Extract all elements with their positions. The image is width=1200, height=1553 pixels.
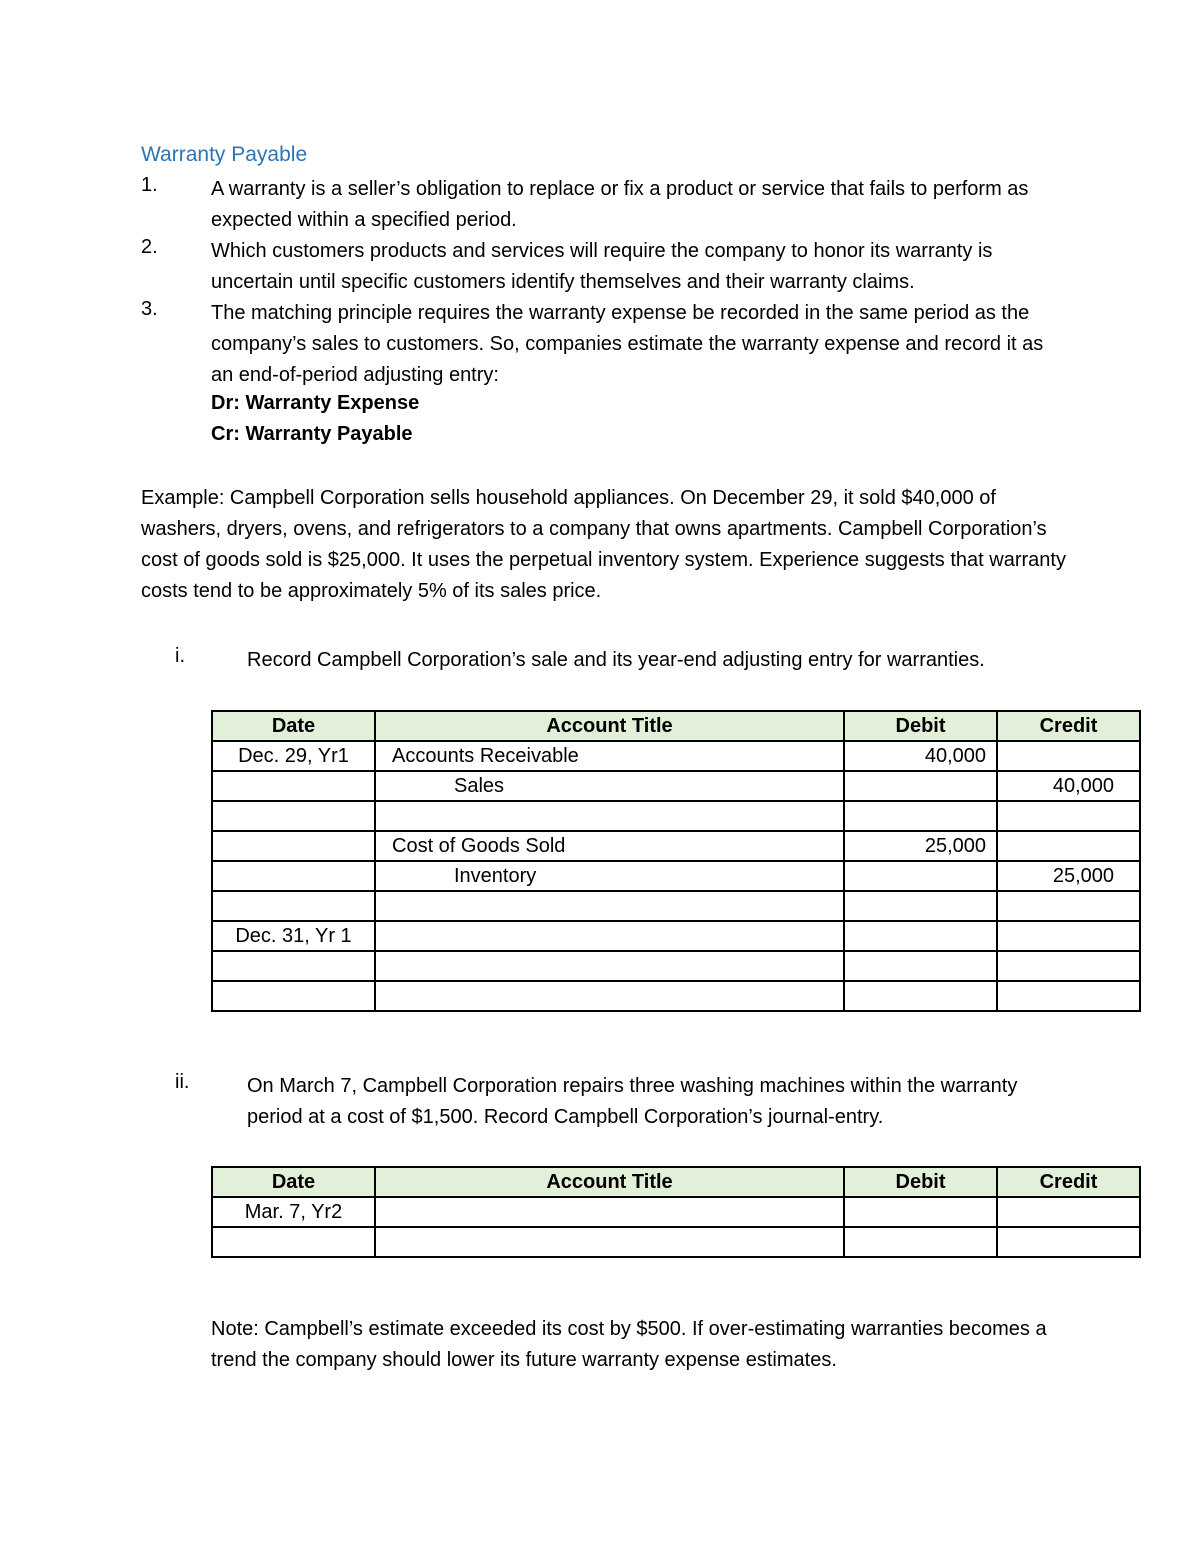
table-row: [212, 981, 1140, 1011]
account-cell: Sales: [375, 771, 844, 801]
header-date: Date: [212, 1167, 375, 1197]
account-cell: [375, 1227, 844, 1257]
debit-cell: [844, 981, 997, 1011]
credit-cell: [997, 1197, 1140, 1227]
credit-cell: 25,000: [997, 861, 1140, 891]
header-debit: Debit: [844, 711, 997, 741]
list-text: A warranty is a seller’s obligation to replace or fix a product or service that fails to perform as expected within a specified period.: [211, 178, 1029, 231]
account-cell: [375, 1197, 844, 1227]
credit-cell: [997, 1227, 1140, 1257]
account-cell: [375, 891, 844, 921]
note-paragraph: Note: Campbell’s estimate exceeded its cost by $500. If over-estimating warranties becomes a trend the company should lower its future warranty expense estimates.: [211, 1318, 1047, 1371]
date-cell: [212, 891, 375, 921]
debit-cell: [844, 951, 997, 981]
header-credit: Credit: [997, 711, 1140, 741]
table-header-row: [212, 1167, 1140, 1197]
account-cell: Cost of Goods Sold: [375, 831, 844, 861]
debit-cell: [844, 1197, 997, 1227]
question-text: Record Campbell Corporation’s sale and its year-end adjusting entry for warranties.: [247, 649, 985, 671]
debit-cell: [844, 771, 997, 801]
account-cell: [375, 921, 844, 951]
date-cell: [212, 771, 375, 801]
debit-cell: 40,000: [844, 741, 997, 771]
list-number: 2.: [141, 236, 158, 258]
credit-cell: [997, 981, 1140, 1011]
debit-cell: [844, 921, 997, 951]
account-cell: Accounts Receivable: [375, 741, 844, 771]
table-row: [212, 861, 1140, 891]
entry-credit-line: Cr: Warranty Payable: [211, 423, 413, 445]
credit-cell: [997, 831, 1140, 861]
table-row: [212, 1227, 1140, 1257]
credit-cell: 40,000: [997, 771, 1140, 801]
list-text: The matching principle requires the warranty expense be recorded in the same period as the company’s sales to customers. So, companies estimate the warranty expense and record it as an end-of-period adjusting entry:: [211, 302, 1044, 386]
date-cell: [212, 831, 375, 861]
journal-table-2: [211, 1166, 1141, 1258]
entry-debit-line: Dr: Warranty Expense: [211, 392, 420, 414]
journal-table-1: [211, 710, 1141, 1012]
header-account-title: Account Title: [375, 711, 844, 741]
credit-cell: [997, 891, 1140, 921]
debit-cell: [844, 861, 997, 891]
table-row: [212, 801, 1140, 831]
table-row: [212, 771, 1140, 801]
table-row: [212, 1197, 1140, 1227]
list-number: 1.: [141, 174, 158, 196]
header-credit: Credit: [997, 1167, 1140, 1197]
date-cell: Dec. 31, Yr 1: [212, 921, 375, 951]
question-number: ii.: [175, 1071, 190, 1093]
account-cell: Inventory: [375, 861, 844, 891]
credit-cell: [997, 741, 1140, 771]
date-cell: [212, 1227, 375, 1257]
debit-cell: [844, 891, 997, 921]
table-row: [212, 741, 1140, 771]
header-debit: Debit: [844, 1167, 997, 1197]
list-text: Which customers products and services will require the company to honor its warranty is uncertain until specific customers identify themselves and their warranty claims.: [211, 240, 993, 293]
account-cell: [375, 951, 844, 981]
header-account-title: Account Title: [375, 1167, 844, 1197]
table-row: [212, 831, 1140, 861]
debit-cell: [844, 801, 997, 831]
list-number: 3.: [141, 298, 158, 320]
header-date: Date: [212, 711, 375, 741]
debit-cell: 25,000: [844, 831, 997, 861]
date-cell: Mar. 7, Yr2: [212, 1197, 375, 1227]
date-cell: [212, 801, 375, 831]
date-cell: [212, 981, 375, 1011]
credit-cell: [997, 951, 1140, 981]
table-row: [212, 951, 1140, 981]
question-number: i.: [175, 645, 185, 667]
date-cell: [212, 951, 375, 981]
debit-cell: [844, 1227, 997, 1257]
question-text: On March 7, Campbell Corporation repairs three washing machines within the warranty period at a cost of $1,500. Record Campbell Corporation’s journal-entry.: [247, 1075, 1018, 1128]
credit-cell: [997, 921, 1140, 951]
credit-cell: [997, 801, 1140, 831]
account-cell: [375, 801, 844, 831]
table-header-row: [212, 711, 1140, 741]
section-heading: Warranty Payable: [141, 143, 308, 166]
example-paragraph: Example: Campbell Corporation sells household appliances. On December 29, it sold $40,000 of washers, dryers, ovens, and refrigerators to a company that owns apartments. Campbell Corporation’s cost of goods sold is $25,000. It uses the perpetual inventory system. Experience suggests that warranty costs tend to be approximately 5% of its sales price.: [141, 487, 1066, 602]
date-cell: Dec. 29, Yr1: [212, 741, 375, 771]
account-cell: [375, 981, 844, 1011]
table-row: [212, 891, 1140, 921]
table-row: [212, 921, 1140, 951]
date-cell: [212, 861, 375, 891]
